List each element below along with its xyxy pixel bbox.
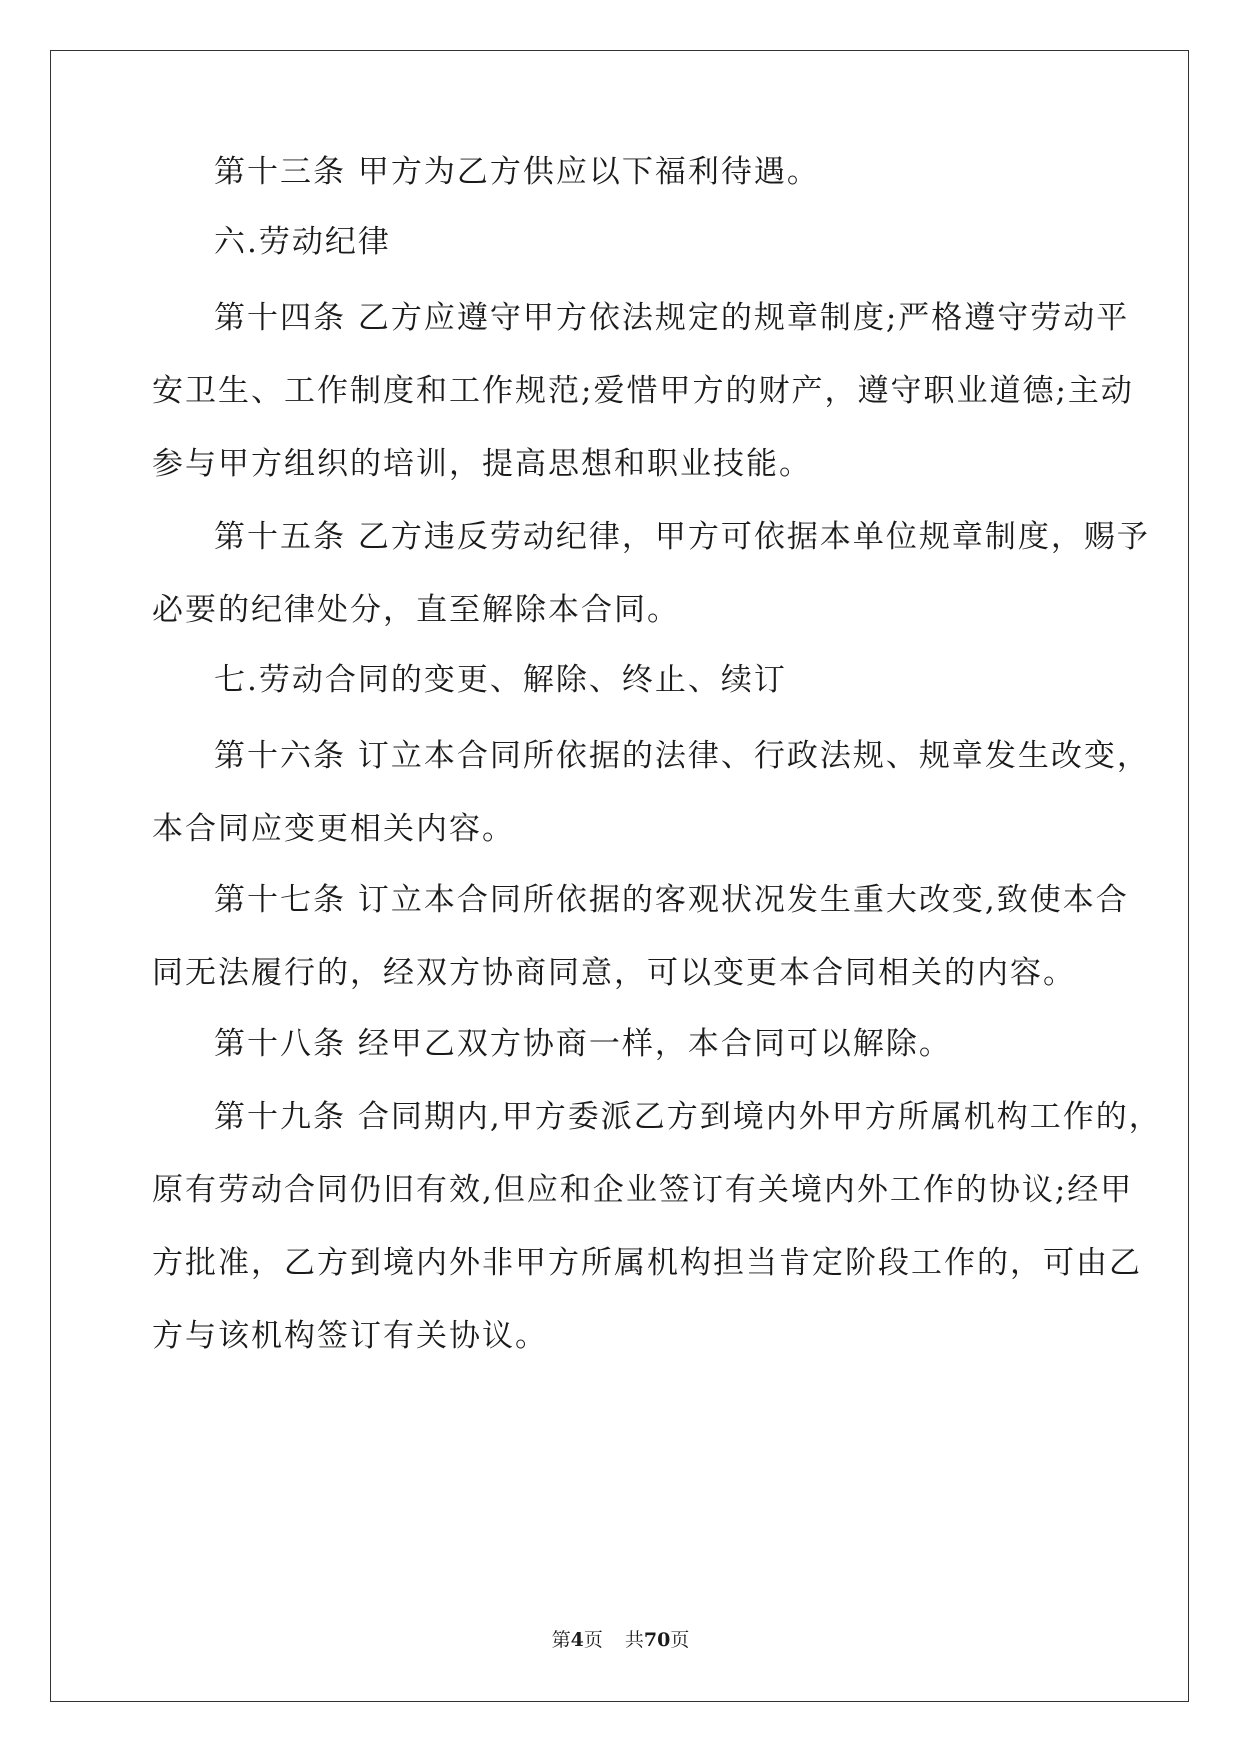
paragraph-line: 参与甲方组织的培训，提高思想和职业技能。 (152, 446, 812, 482)
section-heading: 七.劳动合同的变更、解除、终止、续订 (214, 662, 787, 698)
page-footer (0, 1625, 1241, 1652)
paragraph-line: 安卫生、工作制度和工作规范;爱惜甲方的财产，遵守职业道德;主动 (152, 373, 1134, 409)
paragraph-line: 第十三条 甲方为乙方供应以下福利待遇。 (214, 154, 820, 190)
paragraph-line: 同无法履行的，经双方协商同意，可以变更本合同相关的内容。 (152, 955, 1076, 991)
paragraph-line: 第十八条 经甲乙双方协商一样，本合同可以解除。 (214, 1026, 952, 1062)
paragraph-line: 第十四条 乙方应遵守甲方依法规定的规章制度;严格遵守劳动平 (214, 300, 1130, 336)
paragraph-line: 方批准，乙方到境内外非甲方所属机构担当肯定阶段工作的，可由乙 (152, 1245, 1142, 1281)
paragraph-line: 原有劳动合同仍旧有效,但应和企业签订有关境内外工作的协议;经甲 (152, 1172, 1134, 1208)
total-prefix: 共 (624, 1629, 644, 1651)
total-suffix: 页 (670, 1629, 690, 1651)
section-heading: 六.劳动纪律 (214, 224, 391, 260)
total-pages: 70 (643, 1629, 671, 1651)
paragraph-line: 第十九条 合同期内,甲方委派乙方到境内外甲方所属机构工作的， (214, 1099, 1162, 1135)
page-suffix: 页 (583, 1629, 603, 1651)
paragraph-line: 必要的纪律处分，直至解除本合同。 (152, 592, 680, 628)
paragraph-line: 本合同应变更相关内容。 (152, 811, 515, 847)
paragraph-line: 第十七条 订立本合同所依据的客观状况发生重大改变,致使本合 (214, 882, 1129, 918)
paragraph-line: 第十五条 乙方违反劳动纪律，甲方可依据本单位规章制度，赐予 (214, 519, 1150, 555)
paragraph-line: 第十六条 订立本合同所依据的法律、行政法规、规章发生改变， (214, 738, 1150, 774)
paragraph-line: 方与该机构签订有关协议。 (152, 1318, 548, 1354)
page-prefix: 第 (551, 1629, 571, 1651)
page-number: 4 (570, 1629, 584, 1651)
